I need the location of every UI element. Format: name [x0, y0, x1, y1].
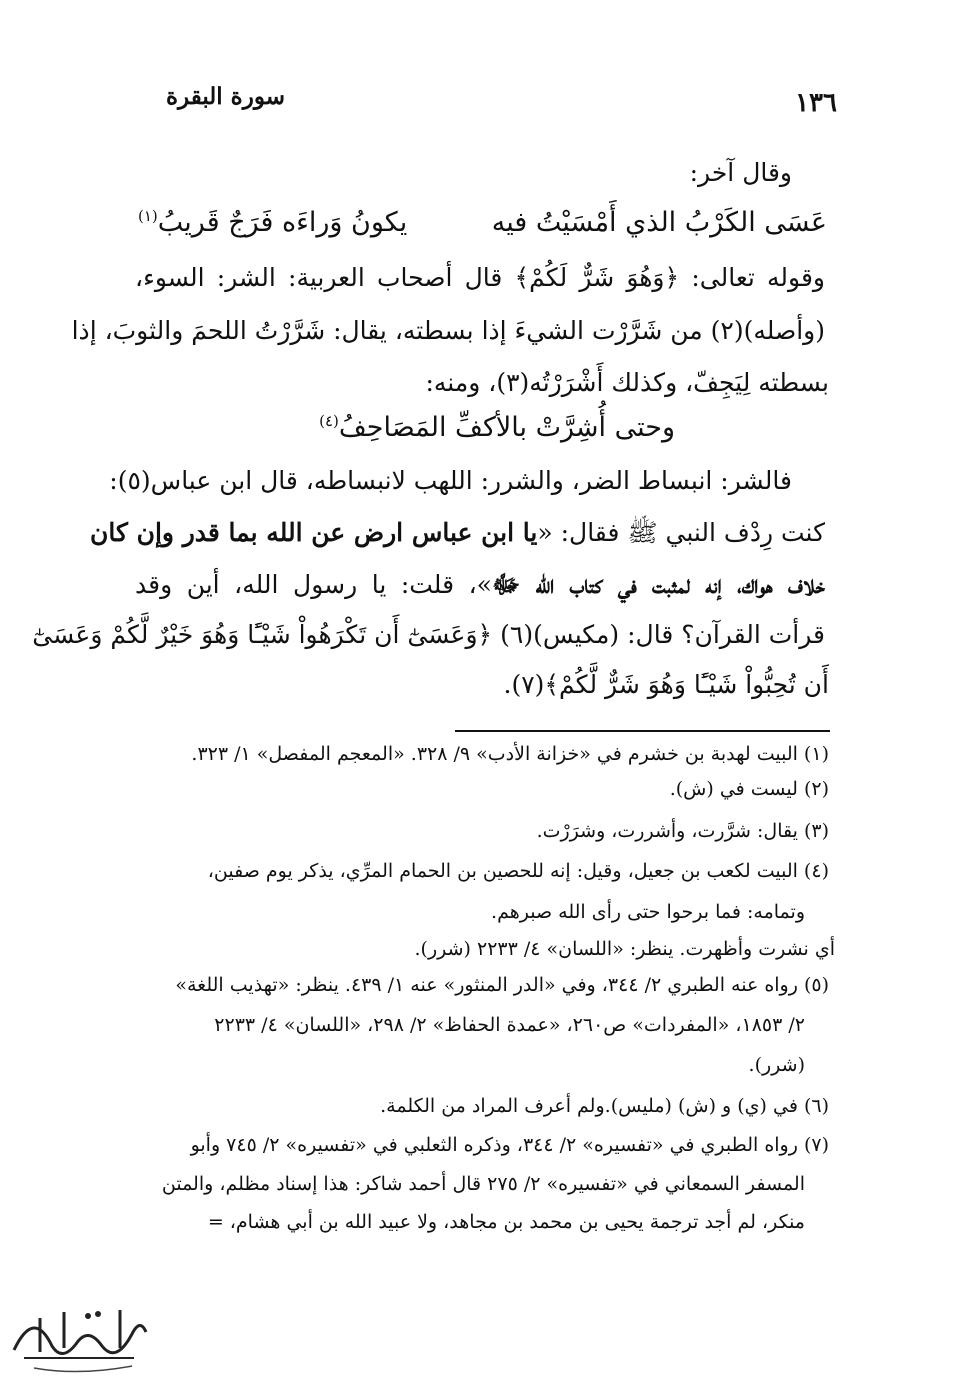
footnote-1: (١) البيت لهدبة بن خشرم في «خزانة الأدب» ٩/ ٣٢٨. «المعجم المفصل» ١/ ٣٢٣. [191, 743, 829, 765]
body-line-3: وقوله تعالى: ﴿وَهُوَ شَرٌّ لَكُمْ﴾ قال أصحاب العربية: الشر: السوء، [135, 263, 825, 292]
body-line-4: (وأصله)(٢) من شَرَّرْت الشيءَ إذا بسطته، يقال: شَرَّرْتُ اللحمَ والثوبَ، إذا [71, 316, 825, 345]
verse-hemistich-second-text: يكونُ وَراءَه فَرَجٌ قَريبُ [157, 207, 408, 238]
page-number: ١٣٦ [795, 88, 837, 118]
footnote-7-line-1: (٧) رواه الطبري في «تفسيره» ٢/ ٣٤٤، وذكره الثعلبي في «تفسيره» ٢/ ٧٤٥ وأبو [190, 1134, 829, 1156]
body-line-9 [135, 572, 825, 597]
body-line-5: بسطته لِيَجِفّ، وكذلك أَشْرَرْتُه(٣)، ومنه: [425, 368, 829, 397]
footnote-5-line-3: (شرر). [748, 1054, 805, 1076]
footnote-6: (٦) في (ي) و (ش) (مليس).ولم أعرف المراد من الكلمة. [380, 1095, 829, 1117]
footnote-5-line-1: (٥) رواه عنه الطبري ٢/ ٣٤٤، وفي «الدر المنثور» عنه ١/ ٤٣٩. ينظر: «تهذيب اللغة» [175, 974, 829, 996]
hadith-text-part-2: خلاف هواك، إنه لمثبت في كتاب الله ﷻ [491, 570, 825, 599]
body-line-10: قرأت القرآن؟ قال: (مكيس)(٦) ﴿وَعَسَىٰٓ أَن تَكْرَهُواْ شَيْـًٔا وَهُوَ خَيْرٌ لَّكُمْ وَعَسَىٰٓ [32, 620, 825, 649]
body-line-intro: وقال آخر: [689, 158, 792, 187]
footnote-7-line-3: منكر، لم أجد ترجمة يحيى بن محمد بن مجاهد، ولا عبيد الله بن أبي هشام، = [207, 1211, 805, 1233]
footnote-ref-4: (٤) [319, 412, 339, 430]
footnote-ref-1: (١) [138, 207, 158, 225]
body-line-8-start: كنت رِدْف النبي ﷺ فقال: « [537, 518, 825, 547]
footnote-4-line-2: وتمامه: فما برحوا حتى رأى الله صبرهم. [491, 901, 805, 923]
body-line-7: فالشر: انبساط الضر، والشرر: اللهب لانبساطه، قال ابن عباس(٥): [109, 466, 792, 495]
verse-hemistich-first: عَسَى الكَرْبُ الذي أَمْسَيْتُ فيه [491, 207, 827, 238]
body-line-11: أَن تُحِبُّواْ شَيْـًٔا وَهُوَ شَرٌّ لَّكُمْ﴾(٧). [503, 670, 829, 699]
footnote-4-line-3: أي نشرت وأظهرت. ينظر: «اللسان» ٤/ ٢٢٣٣ (شرر). [414, 938, 835, 960]
footnote-5-line-2: ٢/ ١٨٥٣، «المفردات» ص٢٦٠، «عمدة الحفاظ» ٢/ ٢٩٨، «اللسان» ٤/ ٢٢٣٣ [214, 1014, 805, 1036]
verse-line-2 [319, 412, 675, 443]
hadith-text-part-1: يا ابن عباس ارض عن الله بما قدر وإن كان [90, 518, 538, 547]
body-line-9-end: »، قلت: يا رسول الله، أين وقد [135, 570, 492, 599]
footnote-3: (٣) يقال: شرَّرت، وأشررت، وشرَرْت. [536, 820, 829, 842]
verse-hemistich-second [138, 207, 407, 238]
body-line-8 [90, 518, 825, 547]
footnote-separator-rule [455, 730, 830, 732]
footnote-4-line-1: (٤) البيت لكعب بن جعيل، وقيل: إنه للحصين بن الحمام المرِّي، يذكر يوم صفين، [207, 860, 829, 882]
verse-line-2-text: وحتى أُشِرَّتْ بالأكفِّ المَصَاحِفُ [338, 412, 675, 443]
calligraphy-logo-icon [4, 1288, 154, 1378]
footnote-2: (٢) ليست في (ش). [669, 778, 829, 800]
footnote-7-line-2: المسفر السمعاني في «تفسيره» ٢/ ٢٧٥ قال أحمد شاكر: هذا إسناد مظلم، والمتن [161, 1173, 805, 1195]
running-header-surah-title: سورة البقرة [165, 83, 285, 110]
